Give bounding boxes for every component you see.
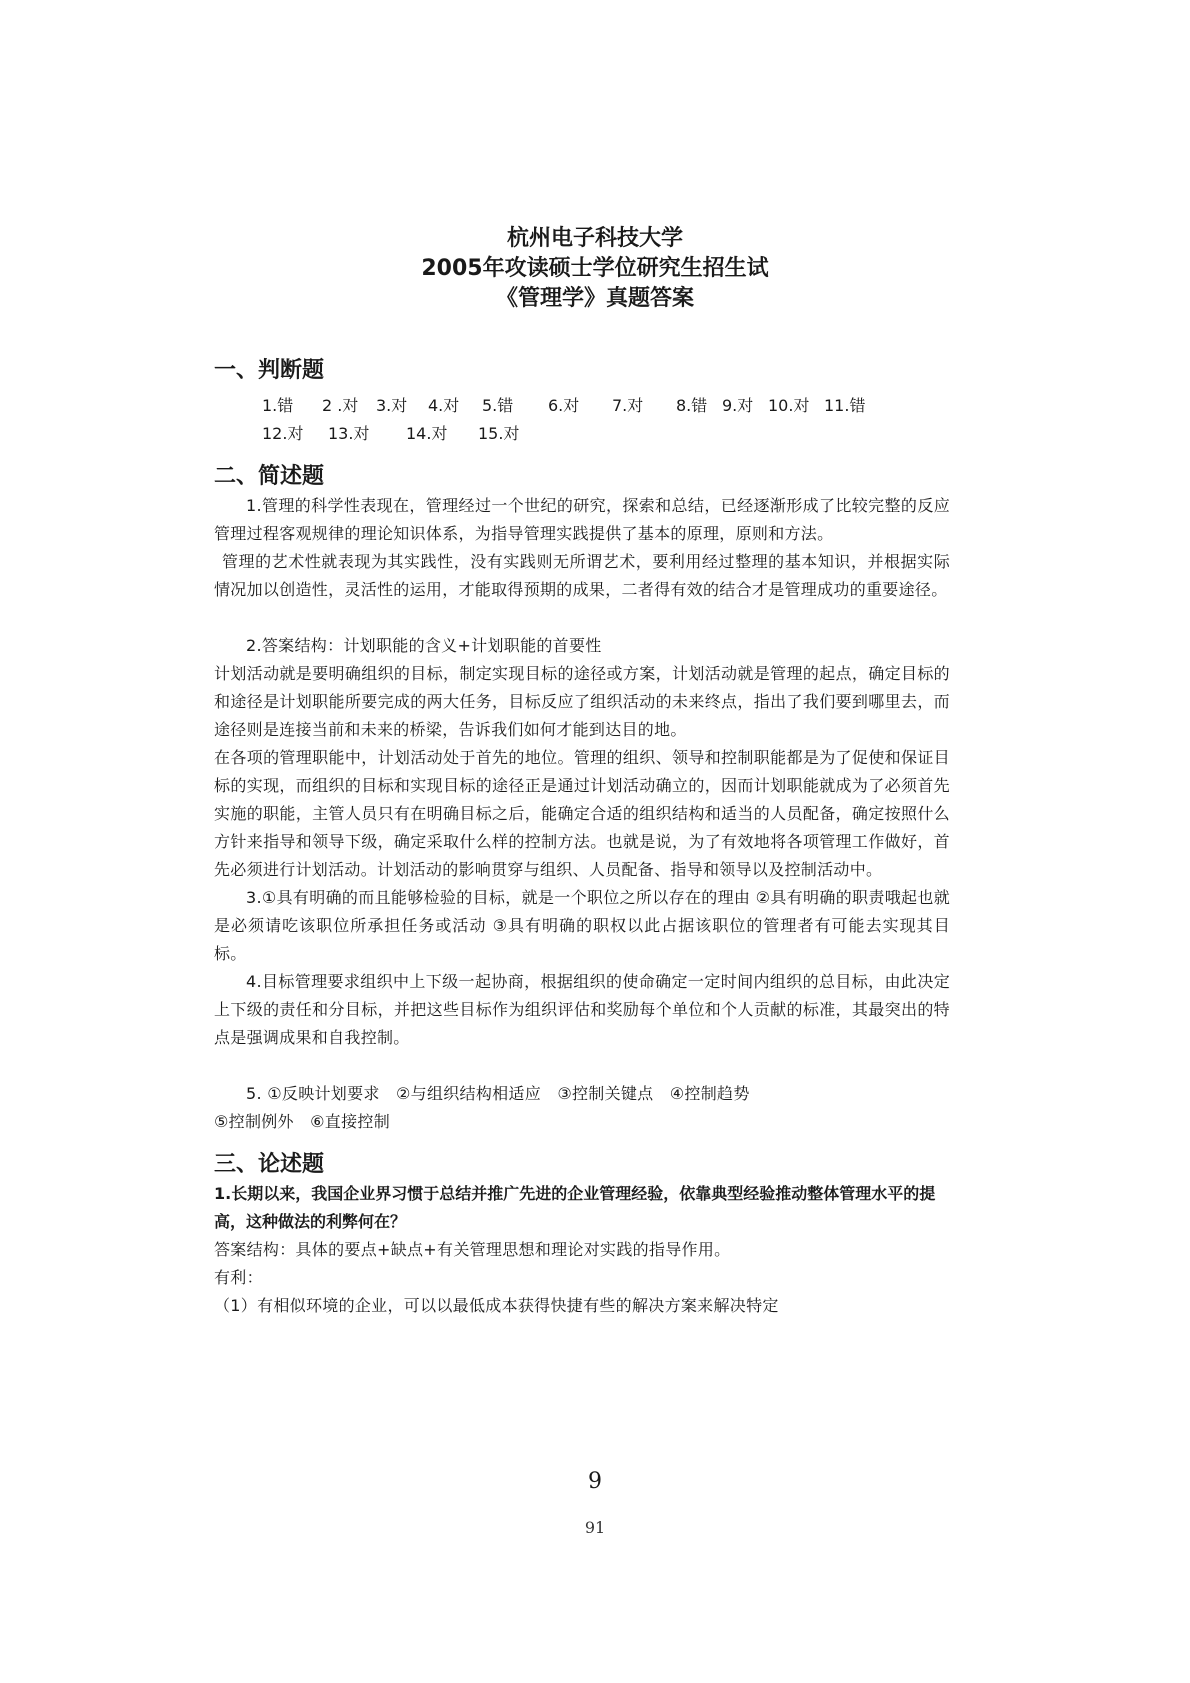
answer-paragraph: 管理的艺术性就表现为其实践性，没有实践则无所谓艺术，要利用经过整理的基本知识，并根据实际情况加以创造性，灵活性的运用，才能取得预期的成果，二者得有效的结合才是管理成功的重要途径。: [214, 552, 950, 599]
answer-item: 3.对: [376, 396, 408, 415]
document-title: [0, 224, 1190, 314]
answer-item: 11.错: [824, 396, 866, 415]
answer-paragraph: 答案结构：具体的要点+缺点+有关管理思想和理论对实践的指导作用。: [214, 1240, 731, 1259]
answer-item: 4.对: [428, 396, 460, 415]
sub-page-number: 91: [584, 1518, 606, 1537]
answer-row-2: [214, 420, 950, 448]
answer-item: 1.错: [262, 396, 294, 415]
section-heading-short-answer: 二、简述题: [214, 464, 325, 489]
document-body: [214, 356, 950, 1320]
answer-item: 15.对: [478, 424, 520, 443]
answer-item: 7.对: [612, 396, 644, 415]
answer-item: 10.对: [768, 396, 810, 415]
answer-item: 6.对: [548, 396, 580, 415]
title-university: 杭州电子科技大学: [506, 226, 683, 251]
answer-item: 13.对: [328, 424, 370, 443]
answer-paragraph: 4.目标管理要求组织中上下级一起协商，根据组织的使命确定一定时间内组织的总目标，由此决定上下级的责任和分目标，并把这些目标作为组织评估和奖励每个单位和个人贡献的标准，其最突出的特点是强调成果和自我控制。: [214, 972, 950, 1047]
answer-item: 8.错: [676, 396, 708, 415]
answer-paragraph: 2.答案结构：计划职能的含义+计划职能的首要性: [246, 636, 602, 655]
answer-item: 2 .对: [322, 396, 359, 415]
page-number: 9: [588, 1469, 602, 1494]
answer-item: 12.对: [262, 424, 304, 443]
section-heading-true-false: 一、判断题: [214, 358, 325, 383]
answer-paragraph: 3.①具有明确的而且能够检验的目标，就是一个职位之所以存在的理由 ②具有明确的职责哦起也就是必须请吃该职位所承担任务或活动 ③具有明确的职权以此占据该职位的管理者有可能去实现其目标。: [214, 888, 950, 963]
answer-item: 14.对: [406, 424, 448, 443]
answer-row-1: [214, 392, 950, 420]
essay-question: 1.长期以来，我国企业界习惯于总结并推广先进的企业管理经验，依靠典型经验推动整体管理水平的提高，这种做法的利弊何在？: [214, 1184, 936, 1231]
answer-item: 9.对: [722, 396, 754, 415]
answer-paragraph: 计划活动就是要明确组织的目标，制定实现目标的途径或方案，计划活动就是管理的起点，确定目标的和途径是计划职能所要完成的两大任务，目标反应了组织活动的未来终点，指出了我们要到哪里去，而途径则是连接当前和未来的桥梁，告诉我们如何才能到达目的地。: [214, 664, 950, 739]
answer-paragraph: 5. ①反映计划要求 ②与组织结构相适应 ③控制关键点 ④控制趋势: [246, 1084, 750, 1103]
answer-paragraph: ⑤控制例外 ⑥直接控制: [214, 1112, 390, 1131]
title-subject: 《管理学》真题答案: [495, 286, 694, 311]
answer-paragraph: 有利：: [214, 1268, 263, 1287]
title-exam: 2005年攻读硕士学位研究生招生试: [421, 256, 769, 281]
answer-paragraph: （1）有相似环境的企业，可以以最低成本获得快捷有些的解决方案来解决特定: [214, 1296, 779, 1315]
answer-item: 5.错: [482, 396, 514, 415]
answer-paragraph: 1.管理的科学性表现在，管理经过一个世纪的研究，探索和总结，已经逐渐形成了比较完整的反应管理过程客观规律的理论知识体系，为指导管理实践提供了基本的原理，原则和方法。: [214, 496, 950, 543]
answer-paragraph: 在各项的管理职能中，计划活动处于首先的地位。管理的组织、领导和控制职能都是为了促使和保证目标的实现，而组织的目标和实现目标的途径正是通过计划活动确立的，因而计划职能就成为了必须首先实施的职能，主管人员只有在明确目标之后，能确定合适的组织结构和适当的人员配备，确定按照什么方针来指导和领导下级，确定采取什么样的控制方法。也就是说，为了有效地将各项管理工作做好，首先必须进行计划活动。计划活动的影响贯穿与组织、人员配备、指导和领导以及控制活动中。: [214, 748, 950, 879]
section-heading-essay: 三、论述题: [214, 1152, 325, 1177]
